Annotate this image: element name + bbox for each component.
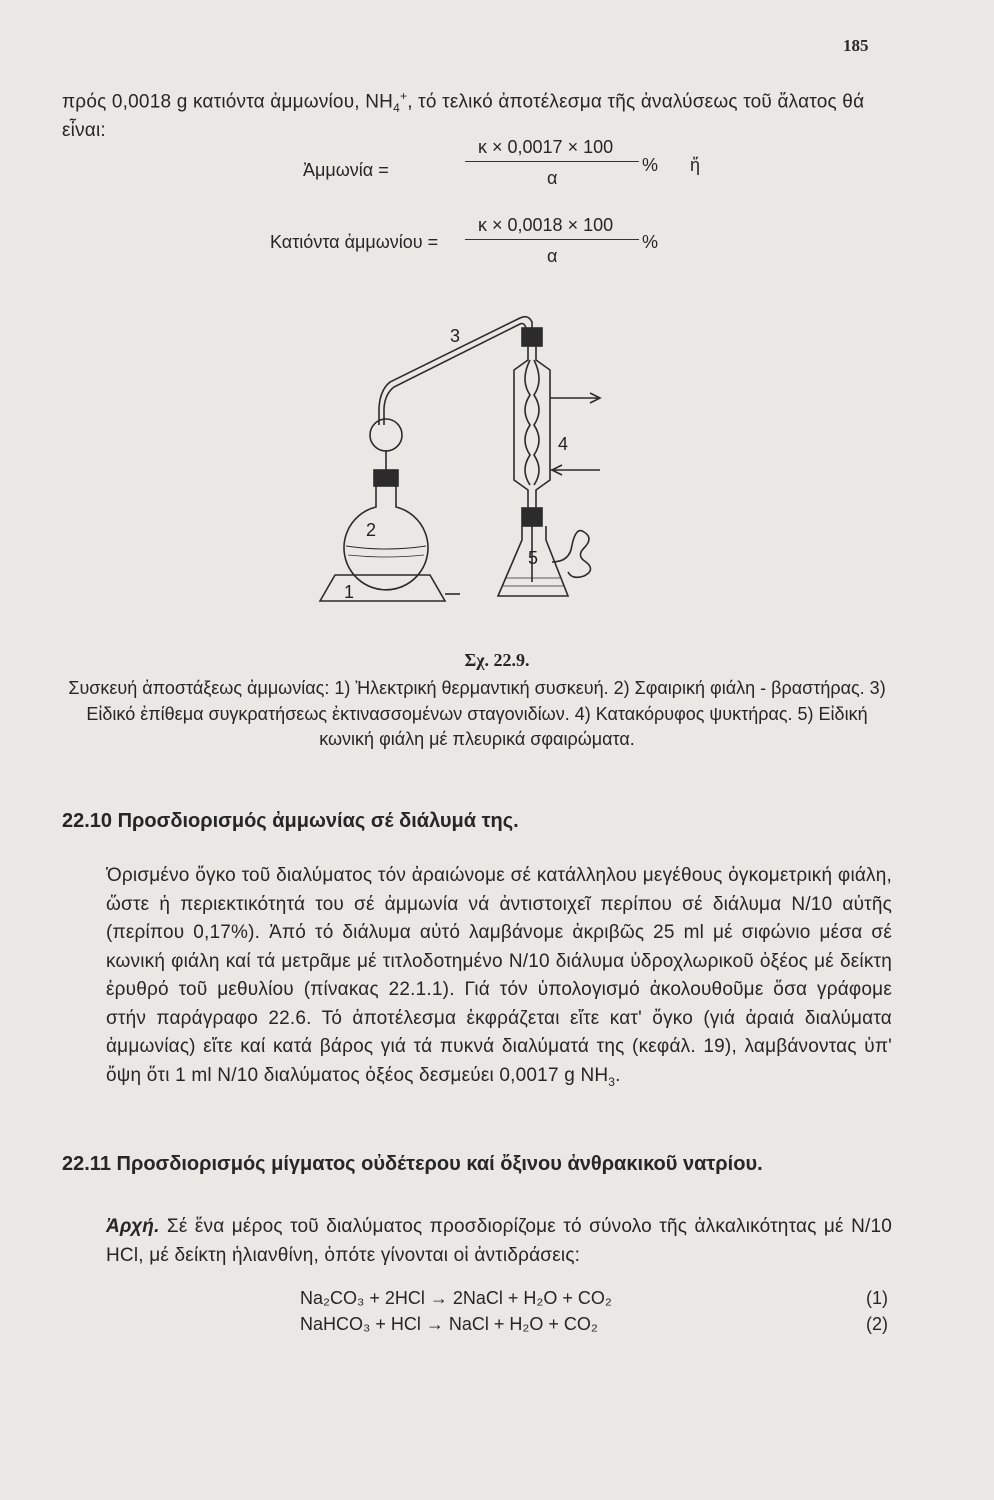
equation-1-number: (1)	[866, 1288, 888, 1308]
intro-paragraph	[62, 87, 892, 146]
section-22-11-paragraph	[62, 1213, 892, 1270]
distillation-apparatus-figure	[300, 300, 620, 620]
formula1-fraction-bar	[465, 161, 639, 162]
section1-sub: 3	[608, 1074, 616, 1089]
section1-text: Ὁρισμένο ὄγκο τοῦ διαλύματος τόν ἀραιώνομε σέ κατάλληλου μεγέθους ὀγκομετρική φιάλη, ὥστε ἡ περιεκτικότητά του σέ ἀμμωνία νά ἀντιστοιχεῖ περίπου σέ διάλυμα N/10 αὐτῆς (περίπου 0,17%). Ἀπό τό διάλυμα αὐτό λαμβάνομε ἀκριβῶς 25 ml μέ σιφώνιο μέσα σέ κωνική φιάλη καί τά μετρᾶμε μέ τιτλοδοτημένο N/10 διάλυμα ὑδροχλωρικοῦ ὀξέος μέ δείκτη ἐρυθρό τοῦ μεθυλίου (πίνακας 22.1.1). Γιά τόν ὑπολογισμό ἀκολουθοῦμε ὅσα γράφομε στήν παράγραφο 22.6. Τό ἀποτέλεσμα ἐκφράζεται εἴτε κατ' ὄγκο (γιά ἀραιά διαλύματα ἀμμωνίας) εἴτε καί κατά βάρος γιά τά πυκνά διαλύματά της (κεφάλ. 19), λαμβάνοντας ὑπ' ὄψη ὅτι 1 ml N/10 διαλύματος ὀξέος δεσμεύει 0,0017 g NH	[106, 865, 892, 1086]
principle-lead: Ἀρχή.	[106, 1216, 160, 1237]
formula2-fraction-bar	[465, 239, 639, 240]
equation-1: Na₂CO₃ + 2HCl → 2NaCl + H₂O + CO₂	[300, 1288, 612, 1308]
formula1-conjunction: ἤ	[690, 155, 701, 175]
figure-caption-title: Σχ. 22.9.	[464, 650, 530, 670]
vertical-condenser	[514, 328, 600, 510]
label-1: 1	[344, 582, 355, 602]
formula2-label: Κατιόντα ἀμμωνίου =	[270, 232, 439, 252]
formula1-numerator: κ × 0,0017 × 100	[478, 137, 614, 157]
page-number: 185	[843, 36, 869, 55]
conical-flask	[498, 508, 591, 596]
section-heading-22-10: 22.10 Προσδιορισμός ἀμμωνίας σέ διάλυμά της.	[62, 810, 519, 832]
equation-2: NaHCO₃ + HCl → NaCl + H₂O + CO₂	[300, 1314, 598, 1334]
formula1-denominator: α	[547, 168, 558, 188]
section-heading-22-11: 22.11 Προσδιορισμός μίγματος οὐδέτερου καί ὄξινου ἀνθρακικοῦ νατρίου.	[62, 1153, 763, 1175]
label-2: 2	[366, 520, 377, 540]
intro-sup: +	[399, 89, 408, 103]
electric-heater	[320, 575, 445, 601]
round-flask	[344, 483, 428, 590]
label-4: 4	[558, 434, 569, 454]
section-22-10-paragraph	[62, 862, 892, 1090]
figure-caption: Συσκευή ἀποστάξεως ἀμμωνίας: 1) Ἠλεκτρική θερμαντική συσκευή. 2) Σφαιρική φιάλη - βραστήρας. 3) Εἰδικό ἐπίθεμα συγκρατήσεως ἐκτινασσομένων σταγονιδίων. 4) Κατακόρυφος ψυκτήρας. 5) Εἰδική κωνική φιάλη μέ πλευρικά σφαιρώματα.	[68, 678, 886, 750]
formula1-label: Ἀμμωνία =	[303, 160, 389, 180]
section2-text: Σέ ἕνα μέρος τοῦ διαλύματος προσδιορίζομε τό σύνολο τῆς ἀλκαλικότητας μέ N/10 HCl, μέ δείκτη ἡλιανθίνη, ὁπότε γίνονται οἱ ἀντιδράσεις:	[106, 1216, 893, 1266]
intro-text-b: , τό τελικό ἀποτέλεσμα τῆς ἀναλύσεως τοῦ ἅλατος θά εἶναι:	[62, 91, 865, 142]
formula2-unit: %	[642, 232, 659, 252]
formula2-numerator: κ × 0,0018 × 100	[478, 215, 614, 235]
equation-2-number: (2)	[866, 1314, 888, 1334]
formula2-denominator: α	[547, 246, 558, 266]
intro-sub: 4	[393, 101, 400, 116]
section1-end: .	[615, 1064, 621, 1086]
label-5: 5	[528, 548, 539, 568]
label-3: 3	[450, 326, 461, 346]
formula1-unit: %	[642, 155, 659, 175]
flask-stopper	[374, 470, 398, 486]
intro-text-a: πρός 0,0018 g κατιόντα ἀμμωνίου, NH	[62, 91, 394, 113]
